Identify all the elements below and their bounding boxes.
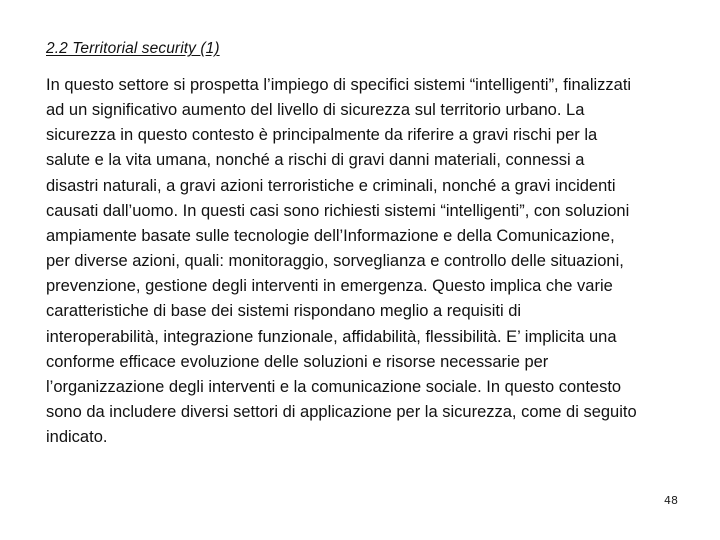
body-line: indicato.: [46, 428, 108, 447]
body-line: ampiamente basate sulle tecnologie dell’Informazione e della Comunicazione,: [46, 226, 615, 245]
body-line: salute e la vita umana, nonché a rischi di gravi danni materiali, connessi a: [46, 151, 585, 170]
body-line: In questo settore si prospetta l’impiego di specifici sistemi “intelligenti”, finalizzati: [46, 76, 632, 94]
body-line: sono da includere diversi settori di applicazione per la sicurezza, come di seguito: [46, 403, 637, 422]
body-line: per diverse azioni, quali: monitoraggio, sorveglianza e controllo delle situazioni,: [46, 252, 624, 271]
body-line: caratteristiche di base dei sistemi rispondano meglio a requisiti di: [46, 302, 522, 321]
body-paragraph: [46, 73, 696, 450]
body-line: causati dall’uomo. In questi casi sono richiesti sistemi “intelligenti”, con soluzioni: [46, 201, 630, 220]
body-line: prevenzione, gestione degli interventi in emergenza. Questo implica che varie: [46, 277, 613, 296]
body-line: ad un significativo aumento del livello di sicurezza sul territorio urbano. La: [46, 101, 585, 120]
body-line: interoperabilità, integrazione funzionale, affidabilità, flessibilità. E’ implicita una: [46, 327, 617, 346]
body-line: disastri naturali, a gravi azioni terroristiche e criminali, nonché a gravi incidenti: [46, 176, 616, 195]
body-line: conforme efficace evoluzione delle soluzioni e risorse necessarie per: [46, 352, 549, 371]
page-number: 48: [664, 494, 678, 507]
body-line: l’organizzazione degli interventi e la comunicazione sociale. In questo contesto: [46, 377, 622, 396]
body-line: sicurezza in questo contesto è principalmente da riferire a gravi rischi per la: [46, 126, 598, 145]
section-title: 2.2 Territorial security (1): [46, 40, 220, 57]
